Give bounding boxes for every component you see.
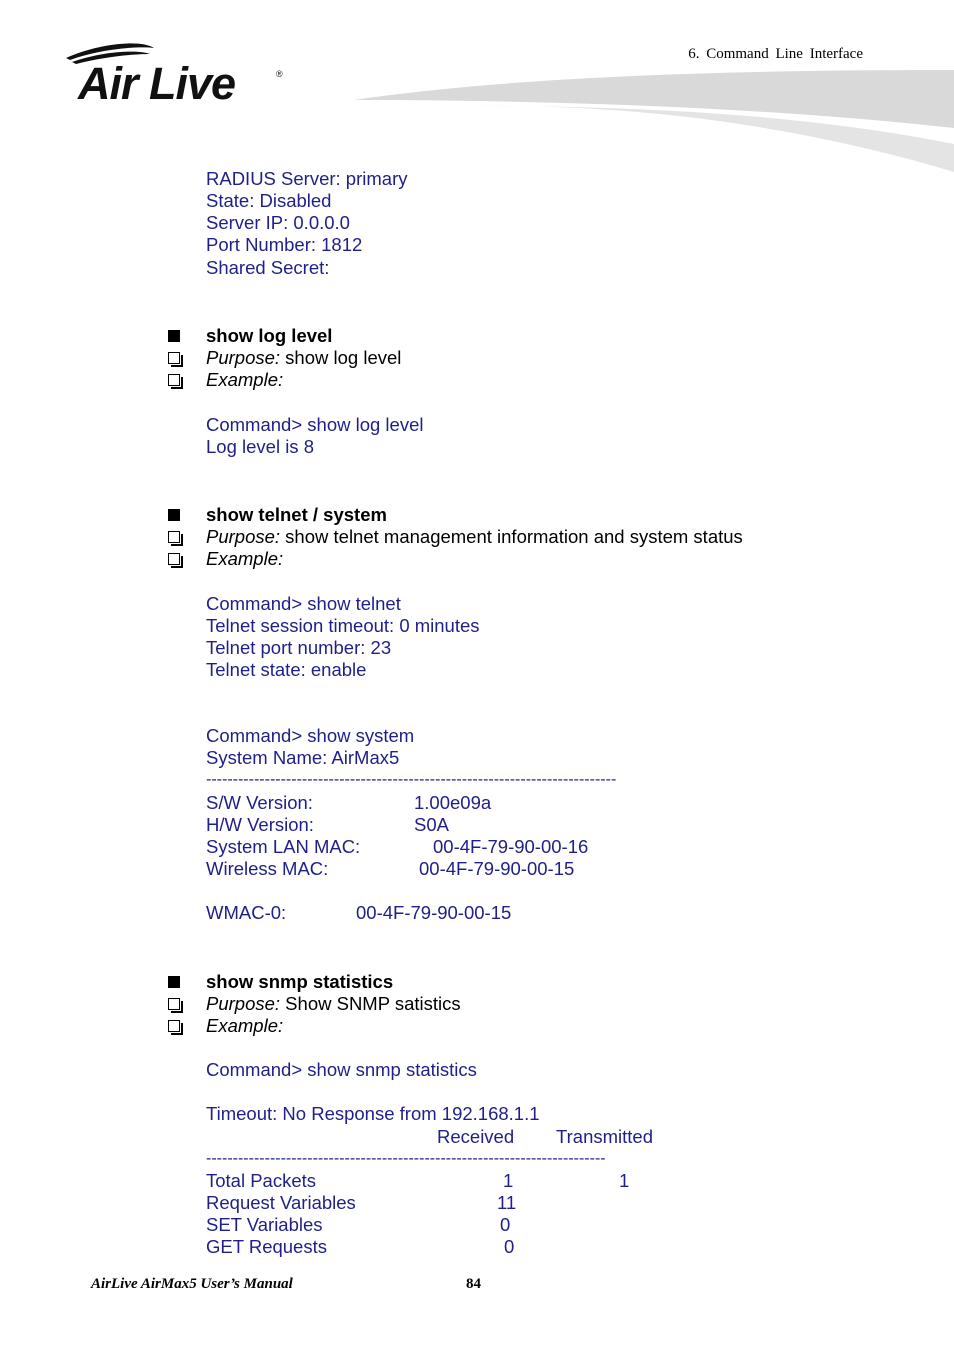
section-title: show telnet / system bbox=[206, 504, 387, 525]
example-label: Example: bbox=[206, 1015, 284, 1036]
purpose-label: Purpose: bbox=[206, 347, 281, 368]
page-number: 84 bbox=[466, 1276, 481, 1292]
code-line: Log level is 8 bbox=[206, 436, 314, 457]
code-line: Telnet port number: 23 bbox=[206, 637, 392, 658]
stat-label: Total Packets bbox=[206, 1170, 317, 1191]
code-line: Telnet state: enable bbox=[206, 659, 367, 680]
kv-key: System LAN MAC: bbox=[206, 836, 361, 857]
footer-manual-title: AirLive AirMax5 User’s Manual bbox=[91, 1276, 293, 1292]
section-title: show snmp statistics bbox=[206, 971, 394, 992]
open-square-bullet-icon bbox=[168, 531, 180, 543]
stat-received: 11 bbox=[497, 1192, 517, 1213]
kv-key: Wireless MAC: bbox=[206, 858, 329, 879]
radius-line: Server IP: 0.0.0.0 bbox=[206, 212, 350, 233]
registered-mark: ® bbox=[276, 69, 283, 79]
stat-label: SET Variables bbox=[206, 1214, 323, 1235]
kv-value: S0A bbox=[414, 814, 449, 835]
open-square-bullet-icon bbox=[168, 352, 180, 364]
open-square-bullet-icon bbox=[168, 998, 180, 1010]
radius-line: State: Disabled bbox=[206, 190, 332, 211]
code-line: System Name: AirMax5 bbox=[206, 747, 400, 768]
purpose-text: show telnet management information and system status bbox=[280, 526, 743, 547]
column-header-transmitted: Transmitted bbox=[556, 1126, 653, 1147]
header-section-title: 6. Command Line Interface bbox=[688, 46, 863, 62]
kv-key: WMAC-0: bbox=[206, 902, 287, 923]
filled-square-bullet-icon bbox=[168, 330, 180, 342]
kv-value: 1.00e09a bbox=[414, 792, 492, 813]
kv-value: 00-4F-79-90-00-15 bbox=[419, 858, 575, 879]
stat-received: 1 bbox=[503, 1170, 514, 1191]
filled-square-bullet-icon bbox=[168, 976, 180, 988]
code-line: Command> show snmp statistics bbox=[206, 1059, 477, 1080]
example-label: Example: bbox=[206, 369, 284, 390]
stat-received: 0 bbox=[504, 1236, 515, 1257]
kv-key: S/W Version: bbox=[206, 792, 313, 813]
purpose-label: Purpose: bbox=[206, 526, 281, 547]
radius-line: Port Number: 1812 bbox=[206, 234, 363, 255]
code-line: Command> show telnet bbox=[206, 593, 401, 614]
section-title: show log level bbox=[206, 325, 333, 346]
example-label: Example: bbox=[206, 548, 284, 569]
purpose-text: show log level bbox=[280, 347, 402, 368]
logo-text: Air Live bbox=[78, 58, 236, 109]
stat-received: 0 bbox=[500, 1214, 511, 1235]
code-line: Command> show log level bbox=[206, 414, 424, 435]
purpose-text: Show SNMP satistics bbox=[280, 993, 461, 1014]
radius-line: Shared Secret: bbox=[206, 257, 330, 278]
header-decoration bbox=[354, 60, 954, 175]
airlive-logo bbox=[62, 40, 292, 110]
kv-value: 00-4F-79-90-00-16 bbox=[433, 836, 589, 857]
separator-line: --------------------------------------------------------------------------- bbox=[206, 1150, 606, 1167]
code-line: Timeout: No Response from 192.168.1.1 bbox=[206, 1103, 540, 1124]
kv-value: 00-4F-79-90-00-15 bbox=[356, 902, 512, 923]
separator-line: ----------------------------------------------------------------------------- bbox=[206, 771, 617, 788]
stat-label: GET Requests bbox=[206, 1236, 327, 1257]
open-square-bullet-icon bbox=[168, 1020, 180, 1032]
open-square-bullet-icon bbox=[168, 553, 180, 565]
stat-label: Request Variables bbox=[206, 1192, 356, 1213]
purpose-label: Purpose: bbox=[206, 993, 281, 1014]
column-header-received: Received bbox=[437, 1126, 515, 1147]
code-line: Telnet session timeout: 0 minutes bbox=[206, 615, 480, 636]
stat-transmitted: 1 bbox=[619, 1170, 630, 1191]
open-square-bullet-icon bbox=[168, 374, 180, 386]
code-line: Command> show system bbox=[206, 725, 415, 746]
filled-square-bullet-icon bbox=[168, 509, 180, 521]
kv-key: H/W Version: bbox=[206, 814, 314, 835]
radius-line: RADIUS Server: primary bbox=[206, 168, 408, 189]
